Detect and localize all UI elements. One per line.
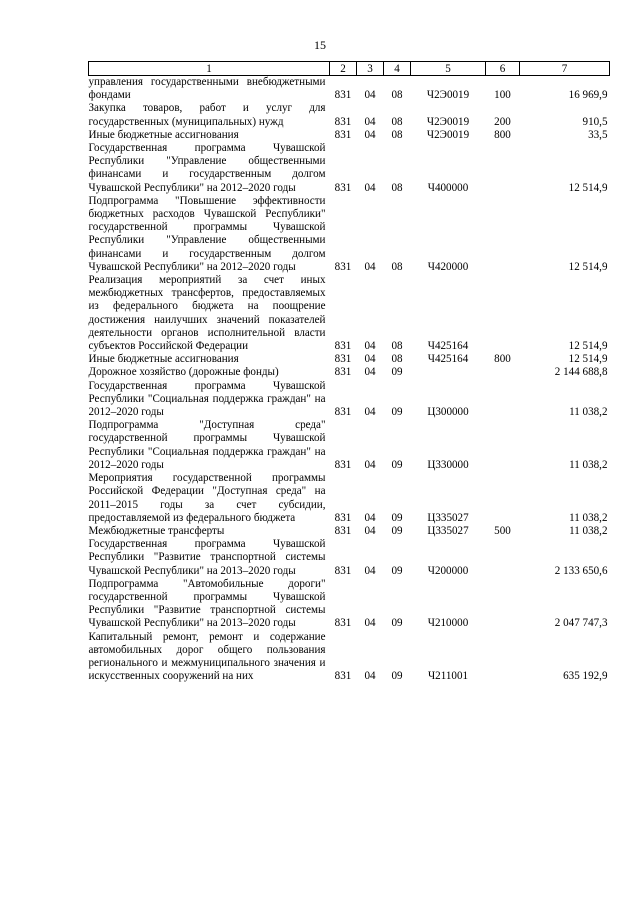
amount: 910,5 [582,115,608,128]
amount: 2 047 747,3 [554,617,608,630]
subsection-code: 08 [391,181,403,194]
amount: 12 514,9 [568,353,608,366]
target-article-code: Ч200000 [427,564,469,577]
ministry-code: 831 [334,511,352,524]
subsection-code: 09 [391,524,403,537]
column-header: 7 [520,62,610,76]
expense-type-code [486,274,520,353]
table-row [89,472,610,525]
table-row [89,353,610,366]
subsection-code: 09 [391,511,403,524]
subsection-code: 08 [391,115,403,128]
table-row [89,274,610,353]
target-article-code: Ч2Э0019 [426,89,470,102]
expense-type-code [486,419,520,472]
target-article-code: Ч2Э0019 [426,115,470,128]
expense-type-code [486,472,520,525]
table-row [89,419,610,472]
table-row [89,142,610,195]
amount: 12 514,9 [568,260,608,273]
expense-type-code [486,142,520,195]
section-code: 04 [364,89,376,102]
subsection-code: 08 [391,260,403,273]
target-article-code: Ч211001 [427,670,469,683]
target-article-code: Ч425164 [427,353,469,366]
expense-type-code [486,538,520,578]
table-row [89,380,610,420]
ministry-code: 831 [334,340,352,353]
item-name: Иные бюджетные ассигнования [88,128,239,141]
table-row [89,195,610,274]
subsection-code: 09 [391,670,403,683]
column-header: 1 [89,62,330,76]
subsection-code: 08 [391,353,403,366]
section-code: 04 [364,511,376,524]
section-code: 04 [364,260,376,273]
subsection-code: 09 [391,366,403,379]
table-row [89,102,610,128]
section-code: 04 [364,340,376,353]
column-header: 6 [486,62,520,76]
ministry-code: 831 [334,115,352,128]
item-name: Межбюджетные трансферты [88,524,225,537]
expense-type-code [486,195,520,274]
target-article-code: Ц330000 [427,458,469,471]
subsection-code: 08 [391,128,403,141]
amount: 11 038,2 [569,511,608,524]
item-name: Подпрограмма "Доступная среда" государственной программы Чувашской Республики "Социальная поддержка граждан" на 2012–2020 годы [88,419,326,471]
section-code: 04 [364,670,376,683]
target-article-code: Ц300000 [427,406,469,419]
target-article-code: Ц335027 [427,511,469,524]
subsection-code: 09 [391,406,403,419]
target-article-code: Ч400000 [427,181,469,194]
column-header: 2 [330,62,357,76]
item-name: Иные бюджетные ассигнования [88,353,239,366]
section-code: 04 [364,181,376,194]
subsection-code: 09 [391,617,403,630]
item-name: Закупка товаров, работ и услуг для государственных (муниципальных) нужд [88,102,326,128]
amount: 12 514,9 [568,181,608,194]
table-row [89,129,610,142]
amount: 16 969,9 [568,89,608,102]
expense-type-code: 100 [494,89,511,102]
expense-type-code: 500 [494,524,511,537]
section-code: 04 [364,366,376,379]
table-header-row [89,62,610,76]
item-name: Дорожное хозяйство (дорожные фонды) [88,366,279,379]
item-name: Государственная программа Чувашской Республики "Управление общественными финансами и государственным долгом Чувашской Республики" на 2012–2020 годы [88,142,326,194]
ministry-code: 831 [334,353,352,366]
item-name: Подпрограмма "Повышение эффективности бюджетных расходов Чувашской Республики" государственной программы Чувашской Республики "Управление общественными финансами и государственным долгом Чувашской Республики" на 2012–2020 годы [88,194,326,273]
ministry-code: 831 [334,564,352,577]
table-row [89,525,610,538]
target-article-code: Ц335027 [427,524,469,537]
item-name: Государственная программа Чувашской Республики "Социальная поддержка граждан" на 2012–2020 годы [88,379,326,419]
table-row [89,578,610,631]
section-code: 04 [364,115,376,128]
target-article-code: Ч420000 [427,260,469,273]
ministry-code: 831 [334,406,352,419]
expense-type-code: 800 [494,353,511,366]
target-article-code: Ч2Э0019 [426,128,470,141]
table-row [89,631,610,684]
column-header: 3 [357,62,384,76]
section-code: 04 [364,406,376,419]
amount: 33,5 [588,128,608,141]
section-code: 04 [364,564,376,577]
table-row [89,538,610,578]
expense-type-code: 800 [494,128,511,141]
column-header: 4 [384,62,411,76]
page-number: 15 [314,38,326,52]
ministry-code: 831 [334,458,352,471]
amount: 11 038,2 [569,458,608,471]
subsection-code: 08 [391,89,403,102]
amount: 11 038,2 [569,524,608,537]
expense-type-code [486,380,520,420]
ministry-code: 831 [334,128,352,141]
target-article-code: Ч210000 [427,617,469,630]
item-name: Капитальный ремонт, ремонт и содержание автомобильных дорог общего пользования регионального и межмуниципального значения и искусственных сооружений на них [88,630,326,683]
expense-type-code [486,631,520,684]
item-name: управления государственными внебюджетными фондами [88,76,326,102]
item-name: Мероприятия государственной программы Российской Федерации "Доступная среда" на 2011–2015 годы за счет субсидии, предоставляемой из федерального бюджета [88,472,326,524]
item-name: Подпрограмма "Автомобильные дороги" государственной программы Чувашской Республики "Развитие транспортной системы Чувашской Республики" на 2013–2020 годы [88,577,326,630]
table-row [89,366,610,379]
expense-type-code [486,578,520,631]
amount: 12 514,9 [568,340,608,353]
section-code: 04 [364,617,376,630]
subsection-code: 08 [391,340,403,353]
amount: 11 038,2 [569,406,608,419]
ministry-code: 831 [334,89,352,102]
amount: 2 133 650,6 [554,564,608,577]
table-row [89,76,610,103]
section-code: 04 [364,524,376,537]
section-code: 04 [364,458,376,471]
expense-type-code: 200 [494,115,511,128]
expense-type-code [486,366,520,379]
amount: 2 144 688,8 [554,366,608,379]
ministry-code: 831 [334,524,352,537]
ministry-code: 831 [334,366,352,379]
ministry-code: 831 [334,617,352,630]
ministry-code: 831 [334,181,352,194]
target-article-code [411,366,486,379]
ministry-code: 831 [334,670,352,683]
item-name: Реализация мероприятий за счет иных межбюджетных трансфертов, предоставляемых из федерального бюджета на поощрение достижения наилучших значений показателей деятельности органов исполнительной власти субъектов Российской Федерации [88,274,326,353]
target-article-code: Ч425164 [427,340,469,353]
column-header: 5 [411,62,486,76]
ministry-code: 831 [334,260,352,273]
budget-table [88,61,610,683]
subsection-code: 09 [391,564,403,577]
amount: 635 192,9 [563,670,608,683]
item-name: Государственная программа Чувашской Республики "Развитие транспортной системы Чувашской Республики" на 2013–2020 годы [88,538,326,577]
subsection-code: 09 [391,458,403,471]
section-code: 04 [364,353,376,366]
section-code: 04 [364,128,376,141]
